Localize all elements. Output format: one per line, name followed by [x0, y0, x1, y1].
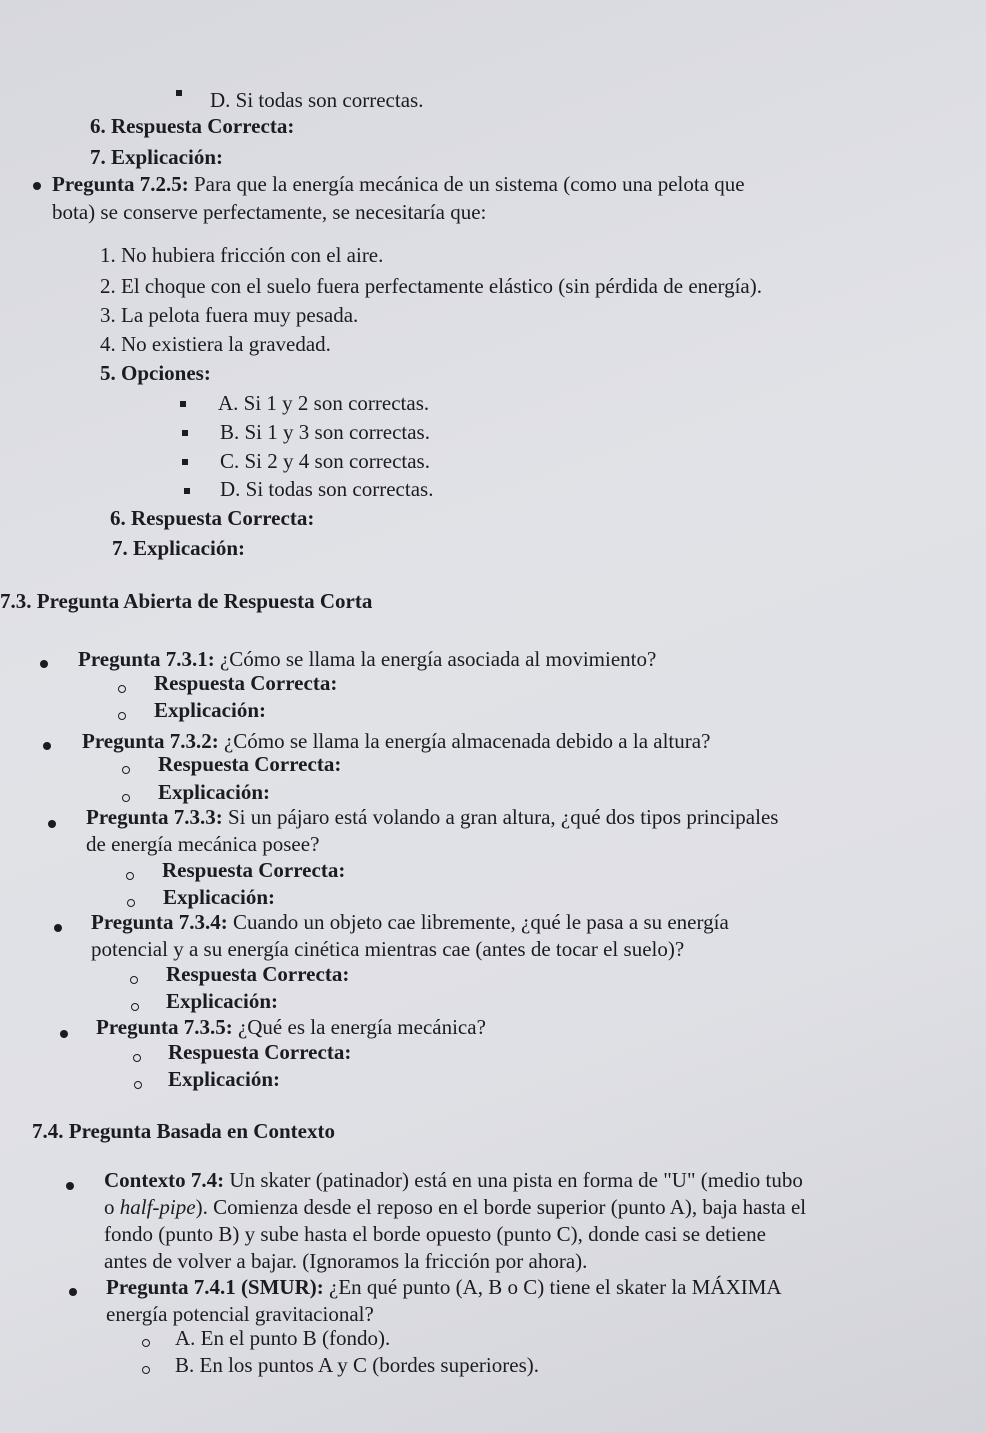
question-label: Pregunta 7.3.5: [96, 1015, 233, 1039]
bullet-square-icon [184, 488, 190, 494]
bullet-circle-icon [118, 685, 126, 693]
context-label: Contexto 7.4: [104, 1168, 225, 1192]
question-text: ¿Cómo se llama la energía asociada al movimiento? [214, 647, 657, 671]
bullet-dot-icon [48, 820, 56, 828]
option-d: D. Si todas son correctas. [220, 477, 434, 501]
list-item: 2. El choque con el suelo fuera perfectamente elástico (sin pérdida de energía). [100, 274, 762, 298]
bullet-dot-icon [60, 1030, 68, 1038]
respuesta-correcta: Respuesta Correcta: [158, 752, 342, 776]
question-7-3-1 [78, 647, 656, 671]
option-b: B. Si 1 y 3 son correctas. [220, 420, 430, 444]
question-label: Pregunta 7.3.1: [78, 647, 215, 671]
context-7-4 [104, 1168, 803, 1192]
bullet-circle-icon [133, 1054, 141, 1062]
explicacion: Explicación: [166, 989, 279, 1013]
bullet-circle-icon [142, 1366, 150, 1374]
question-text-line2: potencial y a su energía cinética mientras cae (antes de tocar el suelo)? [91, 937, 685, 961]
bullet-circle-icon [122, 766, 130, 774]
bullet-circle-icon [118, 712, 126, 720]
bullet-circle-icon [134, 1081, 142, 1089]
explicacion: Explicación: [168, 1067, 281, 1091]
option-d: D. Si todas son correctas. [210, 88, 424, 112]
respuesta-correcta: 6. Respuesta Correcta: [110, 506, 315, 530]
respuesta-correcta: Respuesta Correcta: [168, 1040, 352, 1064]
bullet-square-icon [176, 90, 182, 96]
context-text-line4: antes de volver a bajar. (Ignoramos la fricción por ahora). [104, 1249, 588, 1273]
section-heading: 7.3. Pregunta Abierta de Respuesta Corta [0, 589, 373, 613]
respuesta-correcta: 6. Respuesta Correcta: [90, 114, 295, 138]
bullet-circle-icon [130, 976, 138, 984]
list-item: 4. No existiera la gravedad. [100, 332, 331, 356]
bullet-circle-icon [142, 1339, 150, 1347]
list-item: 1. No hubiera fricción con el aire. [100, 243, 384, 267]
question-7-2-5 [52, 172, 745, 196]
respuesta-correcta: Respuesta Correcta: [166, 962, 350, 986]
question-text: Para que la energía mecánica de un sistema (como una pelota que [188, 172, 745, 196]
explicacion: 7. Explicación: [90, 145, 224, 169]
bullet-square-icon [180, 401, 186, 407]
opciones-label: 5. Opciones: [100, 361, 211, 385]
option-b: B. En los puntos A y C (bordes superiores). [175, 1353, 539, 1377]
option-c: C. Si 2 y 4 son correctas. [220, 449, 430, 473]
bullet-square-icon [182, 430, 188, 436]
option-a: A. Si 1 y 2 son correctas. [218, 391, 430, 415]
bullet-dot-icon [66, 1182, 74, 1190]
explicacion: Explicación: [163, 885, 276, 909]
list-item: 3. La pelota fuera muy pesada. [100, 303, 359, 327]
question-label: Pregunta 7.3.4: [91, 910, 228, 934]
question-text: Cuando un objeto cae libremente, ¿qué le pasa a su energía [227, 910, 729, 934]
question-text: Si un pájaro está volando a gran altura, ¿qué dos tipos principales [222, 805, 779, 829]
bullet-circle-icon [127, 899, 135, 907]
explicacion: Explicación: [158, 780, 271, 804]
question-text-line2: bota) se conserve perfectamente, se necesitaría que: [52, 200, 487, 224]
context-text-line2: o half-pipe). Comienza desde el reposo en el borde superior (punto A), baja hasta el [104, 1195, 807, 1219]
section-heading: 7.4. Pregunta Basada en Contexto [32, 1119, 335, 1143]
bullet-circle-icon [126, 872, 134, 880]
question-text-line2: de energía mecánica posee? [86, 832, 320, 856]
context-text: Un skater (patinador) está en una pista en forma de "U" (medio tubo [224, 1168, 803, 1192]
question-text: ¿Cómo se llama la energía almacenada debido a la altura? [218, 729, 711, 753]
question-7-3-2 [82, 729, 710, 753]
bullet-circle-icon [122, 794, 130, 802]
question-text: ¿Qué es la energía mecánica? [232, 1015, 486, 1039]
bullet-dot-icon [69, 1288, 77, 1296]
question-7-4-1 [106, 1275, 782, 1299]
question-7-3-4 [91, 910, 729, 934]
question-label: Pregunta 7.3.3: [86, 805, 223, 829]
question-label: Pregunta 7.2.5: [52, 172, 189, 196]
question-label: Pregunta 7.4.1 (SMUR): [106, 1275, 324, 1299]
bullet-dot-icon [33, 182, 41, 190]
explicacion: Explicación: [154, 698, 267, 722]
bullet-square-icon [182, 459, 188, 465]
context-text-line3: fondo (punto B) y sube hasta el borde opuesto (punto C), donde casi se detiene [104, 1222, 766, 1246]
respuesta-correcta: Respuesta Correcta: [154, 671, 338, 695]
explicacion: 7. Explicación: [112, 536, 246, 560]
question-7-3-3 [86, 805, 778, 829]
respuesta-correcta: Respuesta Correcta: [162, 858, 346, 882]
bullet-circle-icon [131, 1003, 139, 1011]
option-a: A. En el punto B (fondo). [175, 1326, 391, 1350]
question-7-3-5 [96, 1015, 486, 1039]
question-label: Pregunta 7.3.2: [82, 729, 219, 753]
bullet-dot-icon [43, 742, 51, 750]
bullet-dot-icon [54, 924, 62, 932]
question-text: ¿En qué punto (A, B o C) tiene el skater la MÁXIMA [323, 1275, 782, 1299]
bullet-dot-icon [40, 660, 48, 668]
question-text-line2: energía potencial gravitacional? [106, 1302, 374, 1326]
